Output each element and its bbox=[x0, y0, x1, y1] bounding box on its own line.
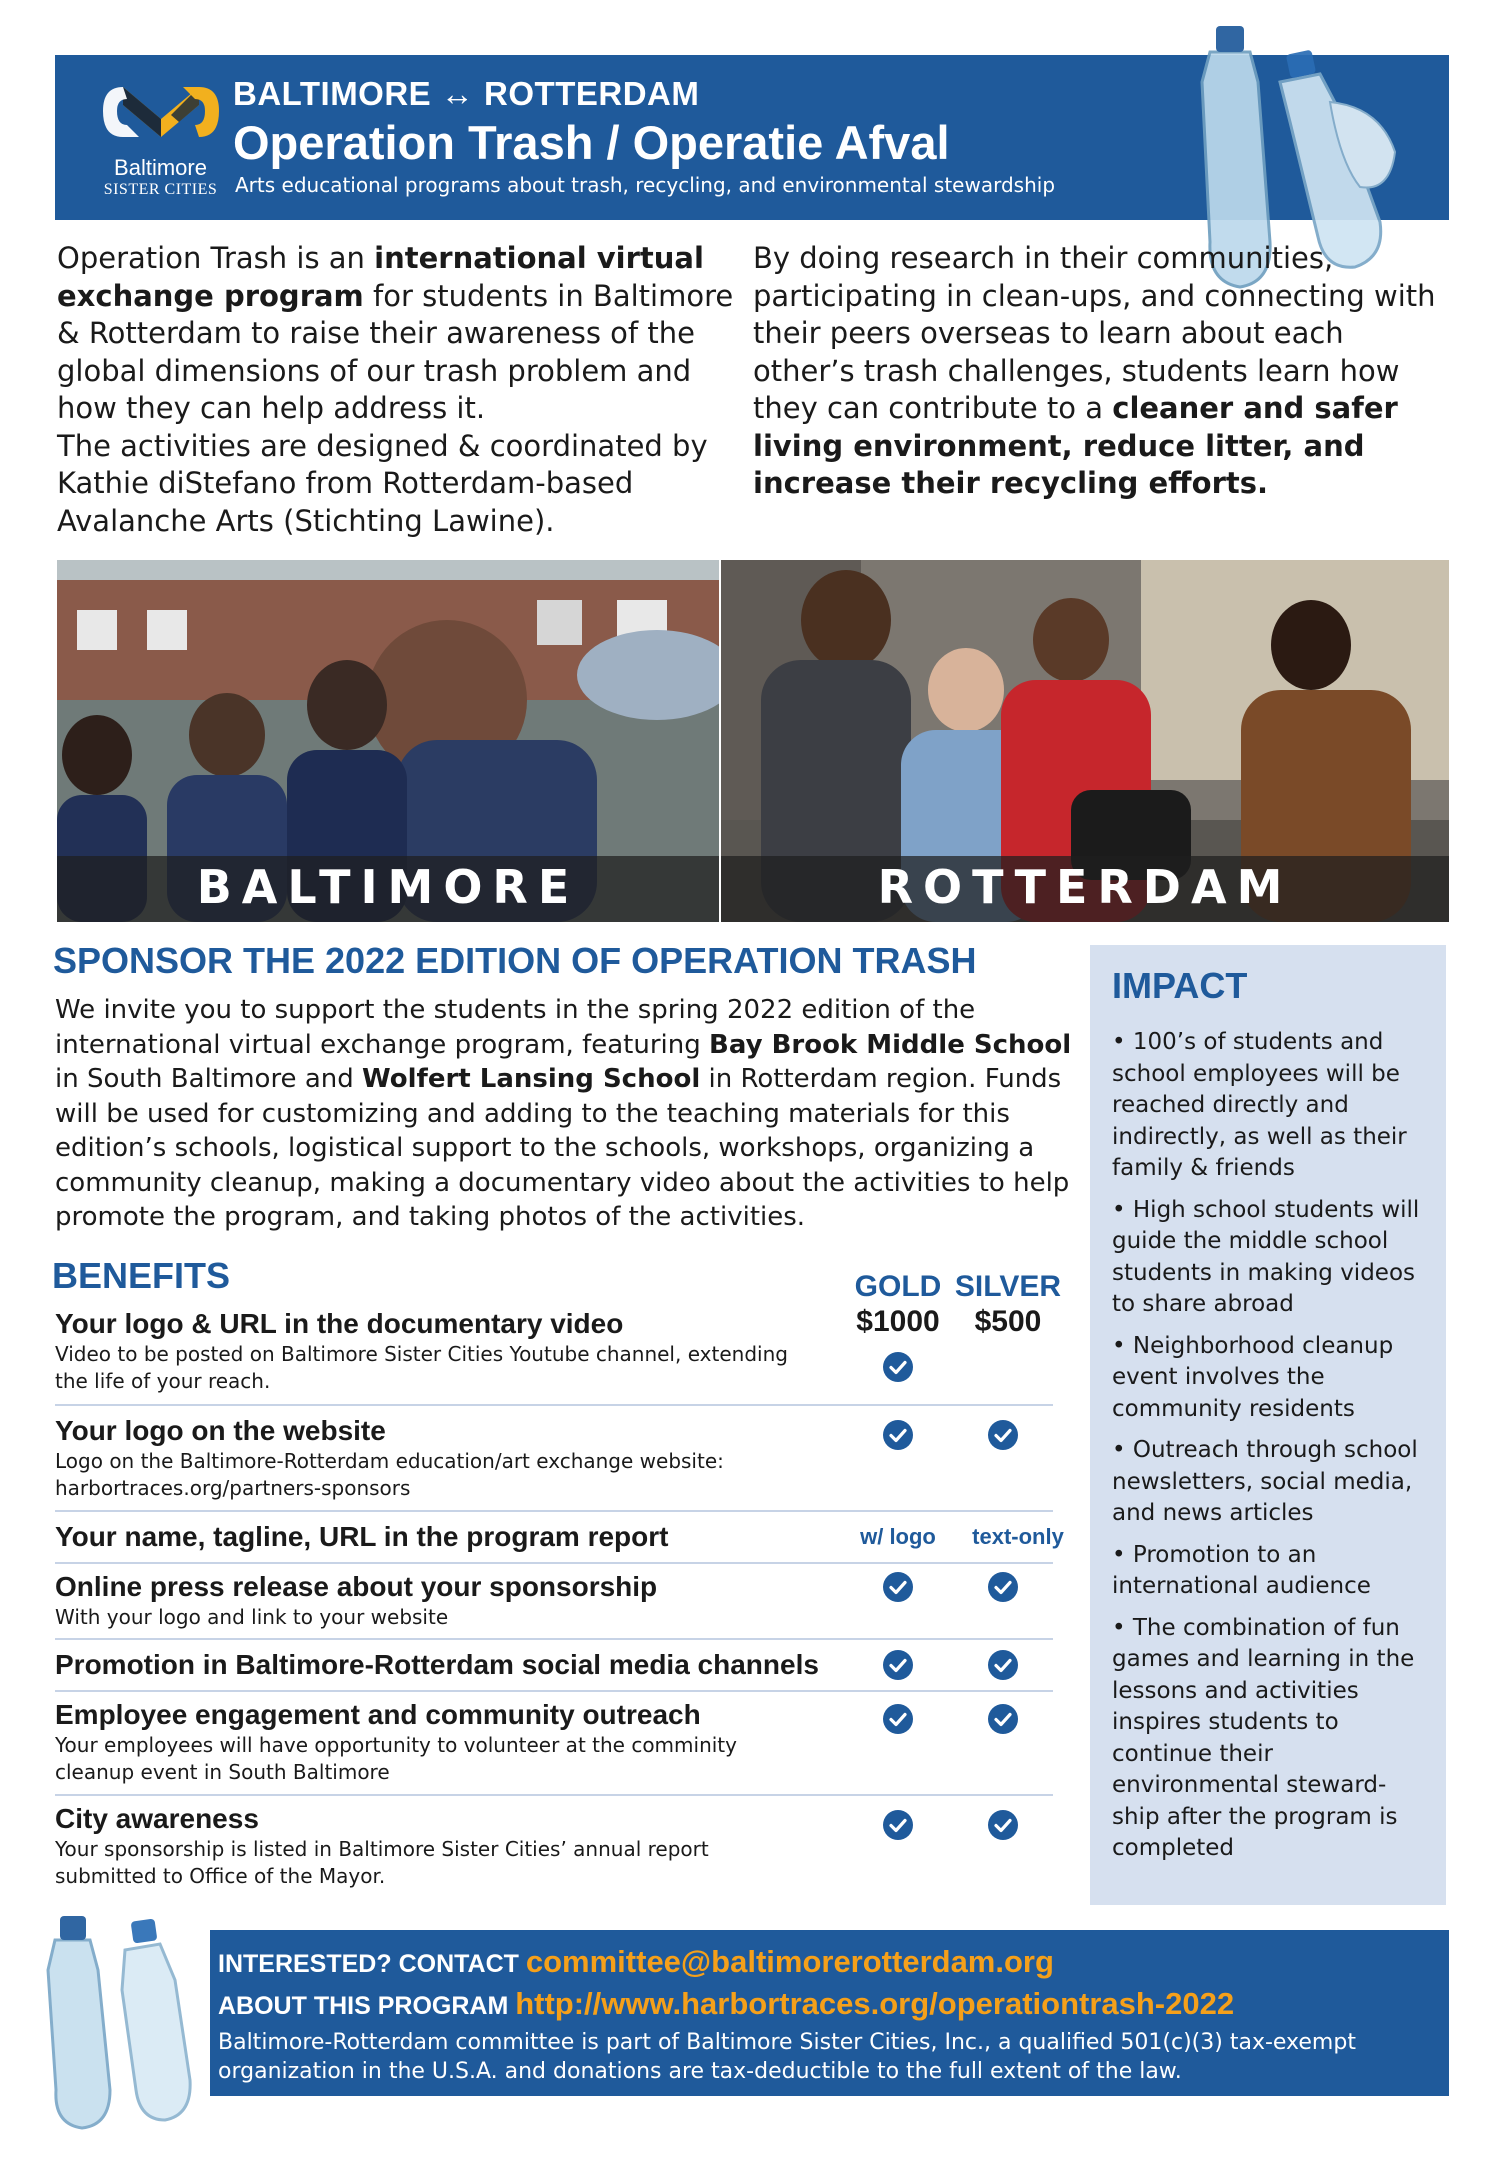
program-url-link[interactable]: http://www.harbortraces.org/operationtrash-2022 bbox=[515, 1986, 1235, 2021]
about-line bbox=[218, 1986, 1234, 2022]
impact-item: • Promotion to an international audience bbox=[1112, 1541, 1371, 1599]
impact-list bbox=[1112, 1027, 1432, 1875]
gold-check-icon bbox=[883, 1352, 913, 1382]
silver-report-option: text-only bbox=[972, 1524, 1064, 1549]
impact-item: • The combination of fun games and learning in the lessons and activities inspires students to continue their environmental steward-ship after the program is completed bbox=[1112, 1614, 1415, 1861]
benefit-title: Your logo on the website bbox=[55, 1415, 386, 1446]
impact-item: • Outreach through school newsletters, social media, and news articles bbox=[1112, 1437, 1418, 1526]
intro-highlight: cleaner and safer living environment, reduce litter, and increase their recycling efforts. bbox=[753, 391, 1398, 500]
impact-item: • 100’s of students and school employees will be reached directly and indirectly, as well as their family & friends bbox=[1112, 1029, 1407, 1181]
gold-check-icon bbox=[883, 1572, 913, 1602]
tier-silver-name: SILVER bbox=[954, 1270, 1062, 1303]
row-divider bbox=[55, 1638, 1053, 1640]
intro-left-column bbox=[57, 240, 757, 540]
baltimore-sister-cities-logo bbox=[83, 75, 238, 205]
benefit-title: Your name, tagline, URL in the program report bbox=[55, 1521, 669, 1552]
benefit-title: Your logo & URL in the documentary video bbox=[55, 1308, 624, 1339]
silver-check-icon bbox=[988, 1572, 1018, 1602]
intro-coordinator-text: The activities are designed & coordinated by Kathie diStefano from Rotterdam-based Avalanche Arts (Stichting Lawine). bbox=[57, 428, 708, 538]
silver-check-icon bbox=[988, 1810, 1018, 1840]
impact-item: • High school students will guide the middle school students in making videos to share abroad bbox=[1112, 1196, 1420, 1317]
school-name: Bay Brook Middle School bbox=[709, 1029, 1072, 1060]
rotterdam-caption: ROTTERDAM bbox=[877, 860, 1293, 914]
page-title: Operation Trash / Operatie Afval bbox=[233, 116, 950, 169]
benefit-description: Logo on the Baltimore-Rotterdam education/art exchange website: harbortraces.org/partners-sponsors bbox=[55, 1449, 724, 1500]
tier-gold-price: $1000 bbox=[856, 1305, 940, 1338]
tier-gold-name: GOLD bbox=[854, 1270, 942, 1303]
impact-heading: IMPACT bbox=[1112, 965, 1248, 1006]
benefits-heading: BENEFITS bbox=[52, 1255, 231, 1296]
intro-right-column bbox=[753, 240, 1453, 503]
benefit-description: Your sponsorship is listed in Baltimore Sister Cities’ annual report submitted to Office of the Mayor. bbox=[55, 1837, 709, 1888]
benefit-title: Promotion in Baltimore-Rotterdam social media channels bbox=[55, 1649, 819, 1680]
intro-text: for students in Baltimore & Rotterdam to raise their awareness of the global dimensions of our trash problem and how they can help address it. bbox=[57, 278, 734, 425]
impact-item: • Neighborhood cleanup event involves the community residents bbox=[1112, 1332, 1394, 1422]
silver-check-icon bbox=[988, 1650, 1018, 1680]
silver-check-icon bbox=[988, 1704, 1018, 1734]
baltimore-caption: BALTIMORE bbox=[196, 860, 580, 914]
benefit-title: City awareness bbox=[55, 1803, 259, 1834]
intro-text: Operation Trash is an bbox=[57, 241, 375, 275]
gold-check-icon bbox=[883, 1704, 913, 1734]
contact-email-link[interactable]: committee@baltimorerotterdam.org bbox=[525, 1944, 1054, 1979]
contact-label: INTERESTED? CONTACT bbox=[218, 1950, 526, 1978]
tax-exempt-note: Baltimore-Rotterdam committee is part of Baltimore Sister Cities, Inc., a qualified 501(c)(3) tax-exempt organization in the U.S.A. and donations are tax-deductible to the full extent of the law. bbox=[218, 2030, 1356, 2084]
intro-highlight: international virtual exchange program bbox=[57, 241, 704, 313]
row-divider bbox=[55, 1794, 1053, 1796]
logo-text-sister-cities: SISTER CITIES bbox=[103, 181, 218, 198]
sponsor-text: in South Baltimore and bbox=[55, 1064, 362, 1094]
contact-footer bbox=[210, 1930, 1449, 2096]
gold-check-icon bbox=[883, 1650, 913, 1680]
sponsor-body bbox=[55, 993, 1075, 1235]
page-subtitle: Arts educational programs about trash, recycling, and environmental stewardship bbox=[235, 173, 1056, 197]
sponsor-heading: SPONSOR THE 2022 EDITION OF OPERATION TRASH bbox=[53, 940, 977, 981]
gold-check-icon bbox=[883, 1420, 913, 1450]
impact-panel bbox=[1090, 945, 1446, 1905]
logo-text-baltimore: Baltimore bbox=[114, 155, 207, 180]
benefit-title: Online press release about your sponsorship bbox=[55, 1571, 658, 1602]
benefit-description: With your logo and link to your website bbox=[55, 1605, 449, 1629]
contact-line bbox=[218, 1944, 1054, 1980]
benefit-title: Employee engagement and community outreach bbox=[55, 1699, 701, 1730]
rotterdam-photo bbox=[721, 560, 1449, 922]
school-name: Wolfert Lansing School bbox=[362, 1064, 701, 1094]
infinity-logo-icon bbox=[83, 75, 238, 155]
row-divider bbox=[55, 1690, 1053, 1692]
sponsor-text: in Rotterdam region. Funds will be used for customizing and adding to the teaching materials for this edition’s schools, logistical support to the schools, workshops, organizing a community cleanup, making a documentary video about the activities to help promote the program, and taking photos of the activities. bbox=[55, 1064, 1070, 1232]
gold-report-option: w/ logo bbox=[860, 1524, 936, 1549]
header-cities: BALTIMORE ↔ ROTTERDAM bbox=[233, 75, 700, 112]
row-divider bbox=[55, 1510, 1053, 1512]
sponsor-text: We invite you to support the students in the spring 2022 edition of the international virtual exchange program, featuring bbox=[55, 995, 976, 1060]
row-divider bbox=[55, 1562, 1053, 1564]
baltimore-photo bbox=[57, 560, 719, 922]
benefit-description: Video to be posted on Baltimore Sister Cities Youtube channel, extending the life of your reach. bbox=[55, 1342, 788, 1393]
silver-check-icon bbox=[988, 1420, 1018, 1450]
plastic-bottles-icon bbox=[30, 1900, 210, 2140]
tier-silver-price: $500 bbox=[974, 1305, 1042, 1338]
row-divider bbox=[55, 1404, 1053, 1406]
benefit-description: Your employees will have opportunity to volunteer at the comminity cleanup event in South Baltimore bbox=[55, 1733, 737, 1784]
about-label: ABOUT THIS PROGRAM bbox=[218, 1992, 516, 2020]
gold-check-icon bbox=[883, 1810, 913, 1840]
intro-text: By doing research in their communities, participating in clean-ups, and connecting with their peers overseas to learn about each other’s trash challenges, students learn how they can contribute to a bbox=[753, 241, 1436, 425]
